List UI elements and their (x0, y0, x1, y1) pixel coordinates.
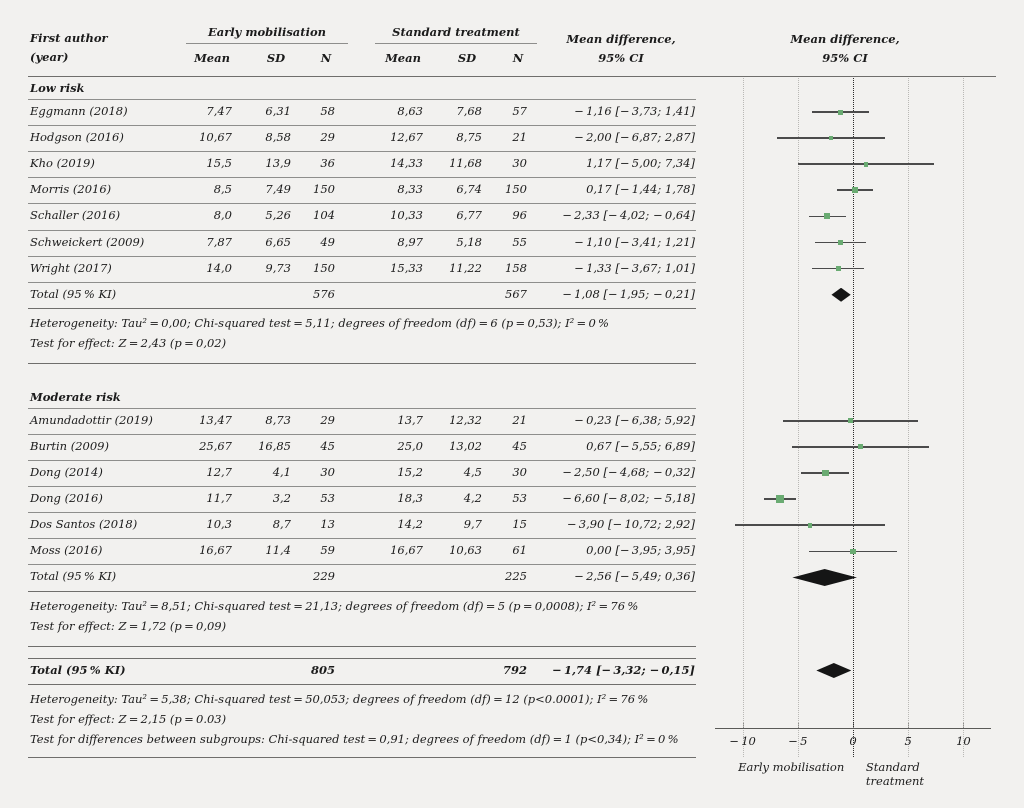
row-early-n: 104 (313, 208, 335, 223)
section-bottom-rule (28, 646, 696, 647)
effect-marker (858, 444, 863, 449)
row-study-name: Dong (2014) (30, 465, 103, 480)
row-standard-sd: 13,02 (449, 438, 482, 453)
effect-marker (822, 470, 829, 477)
effect-marker (850, 549, 856, 555)
row-early-n: 30 (320, 465, 335, 480)
row-early-sd: 9,73 (265, 260, 291, 275)
row-standard-mean: 13,7 (397, 412, 423, 427)
row-rule (28, 486, 696, 487)
row-study-name: Morris (2016) (30, 182, 112, 197)
row-rule (28, 125, 696, 126)
row-early-sd: 13,9 (265, 156, 291, 171)
section-stat-line: Heterogeneity: Tau² = 0,00; Chi-squared test = 5,11; degrees of freedom (df) = 6 (p = 0,53); I² = 0 % (30, 315, 609, 330)
axis-tick--5 (798, 723, 799, 728)
row-standard-n: 21 (512, 412, 527, 427)
row-early-mean: 10,3 (206, 517, 232, 532)
footer-rule (28, 757, 696, 758)
row-standard-n: 61 (512, 543, 527, 558)
subtotal-early-n: 576 (313, 286, 335, 301)
row-standard-sd: 7,68 (456, 104, 482, 119)
header-rule-standard (375, 43, 537, 44)
grand-stat-line: Test for effect: Z = 2,15 (p = 0.03) (30, 711, 227, 726)
row-early-mean: 15,5 (206, 156, 232, 171)
axis-tick-label--10: − 10 (729, 734, 756, 748)
row-standard-n: 53 (512, 491, 527, 506)
row-mean-difference: − 3,90 [− 10,72; 2,92] (566, 517, 695, 532)
axis-tick-5 (908, 723, 909, 728)
effect-marker (824, 213, 830, 219)
row-early-sd: 6,31 (265, 104, 291, 119)
row-standard-n: 150 (505, 182, 527, 197)
row-rule (28, 434, 696, 435)
axis-tick-label--5: − 5 (788, 734, 808, 748)
header-plot-title: Mean difference, (790, 32, 900, 46)
row-early-sd: 7,49 (265, 182, 291, 197)
row-standard-sd: 12,32 (449, 412, 482, 427)
effect-marker (836, 266, 841, 271)
row-study-name: Kho (2019) (30, 156, 95, 171)
row-standard-sd: 8,75 (456, 130, 482, 145)
header-standard-mean: Mean (385, 51, 421, 65)
header-group-standard: Standard treatment (392, 25, 520, 39)
grand-total-mean-difference: − 1,74 [− 3,32; − 0,15] (552, 662, 695, 677)
gridline-10 (963, 76, 964, 757)
row-study-name: Hodgson (2016) (30, 130, 124, 145)
row-early-mean: 8,0 (213, 208, 232, 223)
row-standard-sd: 6,77 (456, 208, 482, 223)
summary-diamond (792, 569, 857, 586)
row-study-name: Dong (2016) (30, 491, 103, 506)
row-early-sd: 16,85 (258, 438, 291, 453)
row-early-sd: 11,4 (265, 543, 291, 558)
row-standard-n: 57 (512, 104, 527, 119)
row-early-mean: 12,7 (206, 465, 232, 480)
row-rule (28, 460, 696, 461)
subtotal-rule (28, 308, 696, 309)
subtotal-standard-n: 567 (505, 286, 527, 301)
row-early-n: 45 (320, 438, 335, 453)
row-early-sd: 8,58 (265, 130, 291, 145)
row-mean-difference: − 0,23 [− 6,38; 5,92] (574, 412, 695, 427)
row-standard-n: 96 (512, 208, 527, 223)
grand-total-bottom-rule (28, 684, 696, 685)
row-rule (28, 512, 696, 513)
header-mean-difference-ci: 95% CI (598, 51, 644, 65)
section-stat-line: Heterogeneity: Tau² = 8,51; Chi-squared test = 21,13; degrees of freedom (df) = 5 (p = 0,0008); I² = 76 % (30, 598, 639, 613)
header-first-author-year: (year) (30, 50, 69, 64)
subtotal-early-n: 229 (313, 569, 335, 584)
row-early-mean: 16,67 (199, 543, 232, 558)
gridline-5 (908, 76, 909, 757)
row-mean-difference: − 2,00 [− 6,87; 2,87] (574, 130, 695, 145)
row-study-name: Burtin (2009) (30, 438, 109, 453)
effect-marker (848, 418, 853, 423)
section-heading-0: Low risk (30, 81, 85, 95)
row-early-n: 13 (320, 517, 335, 532)
axis-tick--10 (743, 723, 744, 728)
section-bottom-rule (28, 363, 696, 364)
row-study-name: Wright (2017) (30, 260, 112, 275)
row-standard-n: 30 (512, 156, 527, 171)
row-rule (28, 564, 696, 565)
row-mean-difference: − 1,10 [− 3,41; 1,21] (574, 234, 695, 249)
section-stat-line: Test for effect: Z = 2,43 (p = 0,02) (30, 335, 227, 350)
effect-marker (838, 240, 843, 245)
axis-tick-0 (853, 723, 854, 728)
axis-tick-label-5: 5 (904, 734, 912, 748)
header-plot-title-ci: 95% CI (822, 51, 868, 65)
effect-marker (808, 523, 813, 528)
header-early-sd: SD (266, 51, 286, 65)
section-heading-rule-1 (28, 408, 696, 409)
row-early-sd: 3,2 (272, 491, 291, 506)
grand-total-top-rule (28, 658, 696, 659)
row-rule (28, 177, 696, 178)
row-mean-difference: 0,17 [− 1,44; 1,78] (586, 182, 695, 197)
row-early-mean: 14,0 (206, 260, 232, 275)
row-standard-mean: 10,33 (390, 208, 423, 223)
row-early-mean: 25,67 (199, 438, 232, 453)
header-bottom-rule (28, 76, 996, 77)
row-early-sd: 6,65 (265, 234, 291, 249)
row-standard-mean: 14,33 (390, 156, 423, 171)
row-early-sd: 8,7 (272, 517, 291, 532)
row-early-mean: 7,47 (206, 104, 232, 119)
row-standard-mean: 18,3 (397, 491, 423, 506)
row-standard-n: 158 (505, 260, 527, 275)
row-standard-mean: 25,0 (397, 438, 423, 453)
effect-marker (776, 495, 784, 503)
grand-total-early-n: 805 (310, 662, 335, 677)
effect-marker (838, 110, 843, 115)
subtotal-standard-n: 225 (505, 569, 527, 584)
row-standard-sd: 11,68 (449, 156, 482, 171)
row-early-n: 29 (320, 130, 335, 145)
header-mean-difference: Mean difference, (566, 32, 676, 46)
row-mean-difference: − 1,33 [− 3,67; 1,01] (574, 260, 695, 275)
row-study-name: Moss (2016) (30, 543, 103, 558)
effect-marker (852, 187, 858, 193)
row-study-name: Schweickert (2009) (30, 234, 145, 249)
axis-tick-label-10: 10 (956, 734, 971, 748)
row-early-mean: 10,67 (199, 130, 232, 145)
header-standard-sd: SD (457, 51, 477, 65)
row-early-mean: 7,87 (206, 234, 232, 249)
summary-diamond (831, 288, 850, 302)
subtotal-mean-difference: − 2,56 [− 5,49; 0,36] (574, 569, 695, 584)
row-rule (28, 256, 696, 257)
row-standard-mean: 16,67 (390, 543, 423, 558)
row-study-name: Dos Santos (2018) (30, 517, 138, 532)
row-standard-mean: 15,2 (397, 465, 423, 480)
row-standard-n: 45 (512, 438, 527, 453)
row-early-sd: 8,73 (265, 412, 291, 427)
row-standard-n: 21 (512, 130, 527, 145)
row-rule (28, 151, 696, 152)
subtotal-label: Total (95 % KI) (30, 286, 117, 301)
row-standard-n: 15 (512, 517, 527, 532)
header-standard-n: N (512, 51, 524, 65)
header-rule-early (186, 43, 348, 44)
row-standard-sd: 6,74 (456, 182, 482, 197)
row-standard-mean: 12,67 (390, 130, 423, 145)
row-early-n: 29 (320, 412, 335, 427)
row-rule (28, 203, 696, 204)
row-mean-difference: 0,67 [− 5,55; 6,89] (586, 438, 695, 453)
row-study-name: Schaller (2016) (30, 208, 121, 223)
row-early-n: 58 (320, 104, 335, 119)
row-standard-sd: 9,7 (463, 517, 482, 532)
row-early-mean: 8,5 (213, 182, 232, 197)
row-rule (28, 538, 696, 539)
forest-plot-panel (700, 76, 1006, 757)
effect-marker (864, 162, 869, 167)
subtotal-mean-difference: − 1,08 [− 1,95; − 0,21] (562, 286, 695, 301)
row-early-sd: 5,26 (265, 208, 291, 223)
row-standard-mean: 14,2 (397, 517, 423, 532)
row-standard-n: 30 (512, 465, 527, 480)
summary-diamond (816, 663, 851, 678)
row-standard-mean: 8,97 (397, 234, 423, 249)
header-group-early: Early mobilisation (208, 25, 326, 39)
section-heading-1: Moderate risk (30, 389, 121, 404)
row-rule (28, 282, 696, 283)
row-standard-mean: 15,33 (390, 260, 423, 275)
axis-tick-label-0: 0 (849, 734, 857, 748)
axis-tick-10 (963, 723, 964, 728)
row-early-n: 59 (320, 543, 335, 558)
row-standard-mean: 8,63 (397, 104, 423, 119)
axis-arm-left-arm: Early mobilisation (738, 760, 845, 774)
row-standard-sd: 10,63 (449, 543, 482, 558)
row-standard-sd: 4,2 (463, 491, 482, 506)
row-standard-sd: 5,18 (456, 234, 482, 249)
row-standard-sd: 11,22 (449, 260, 482, 275)
header-first-author: First author (30, 31, 108, 45)
row-mean-difference: − 2,50 [− 4,68; − 0,32] (562, 465, 695, 480)
subtotal-rule (28, 591, 696, 592)
gridline-0 (853, 76, 854, 757)
gridline--5 (798, 76, 799, 757)
row-early-n: 150 (313, 260, 335, 275)
row-rule (28, 230, 696, 231)
row-mean-difference: 0,00 [− 3,95; 3,95] (586, 543, 695, 558)
row-standard-sd: 4,5 (463, 465, 482, 480)
row-standard-mean: 8,33 (397, 182, 423, 197)
row-study-name: Eggmann (2018) (30, 104, 128, 119)
grand-stat-line: Heterogeneity: Tau² = 5,38; Chi-squared test = 50,053; degrees of freedom (df) = 12 (p<0.0001); I² = 76 % (30, 691, 649, 706)
grand-total-label: Total (95 % KI) (30, 662, 126, 677)
row-mean-difference: − 2,33 [− 4,02; − 0,64] (562, 208, 695, 223)
section-stat-line: Test for effect: Z = 1,72 (p = 0,09) (30, 618, 227, 633)
row-mean-difference: 1,17 [− 5,00; 7,34] (586, 156, 695, 171)
axis-arm-right-arm: Standard treatment (865, 760, 925, 788)
grand-total-standard-n: 792 (502, 662, 527, 677)
header-early-n: N (320, 51, 332, 65)
section-heading-rule-0 (28, 99, 696, 100)
row-mean-difference: − 1,16 [− 3,73; 1,41] (574, 104, 695, 119)
effect-marker (829, 136, 834, 141)
row-early-n: 53 (320, 491, 335, 506)
gridline--10 (743, 76, 744, 757)
row-early-mean: 11,7 (206, 491, 232, 506)
row-mean-difference: − 6,60 [− 8,02; − 5,18] (562, 491, 695, 506)
row-early-n: 49 (320, 234, 335, 249)
row-early-mean: 13,47 (199, 412, 232, 427)
header-early-mean: Mean (194, 51, 230, 65)
row-early-n: 150 (313, 182, 335, 197)
row-early-n: 36 (320, 156, 335, 171)
subtotal-label: Total (95 % KI) (30, 569, 117, 584)
row-study-name: Amundadottir (2019) (30, 412, 153, 427)
axis-line (715, 728, 991, 729)
grand-stat-line: Test for differences between subgroups: Chi-squared test = 0,91; degrees of freedom (df) = 1 (p<0,34); I² = 0 % (30, 731, 679, 746)
row-standard-n: 55 (512, 234, 527, 249)
row-early-sd: 4,1 (272, 465, 291, 480)
